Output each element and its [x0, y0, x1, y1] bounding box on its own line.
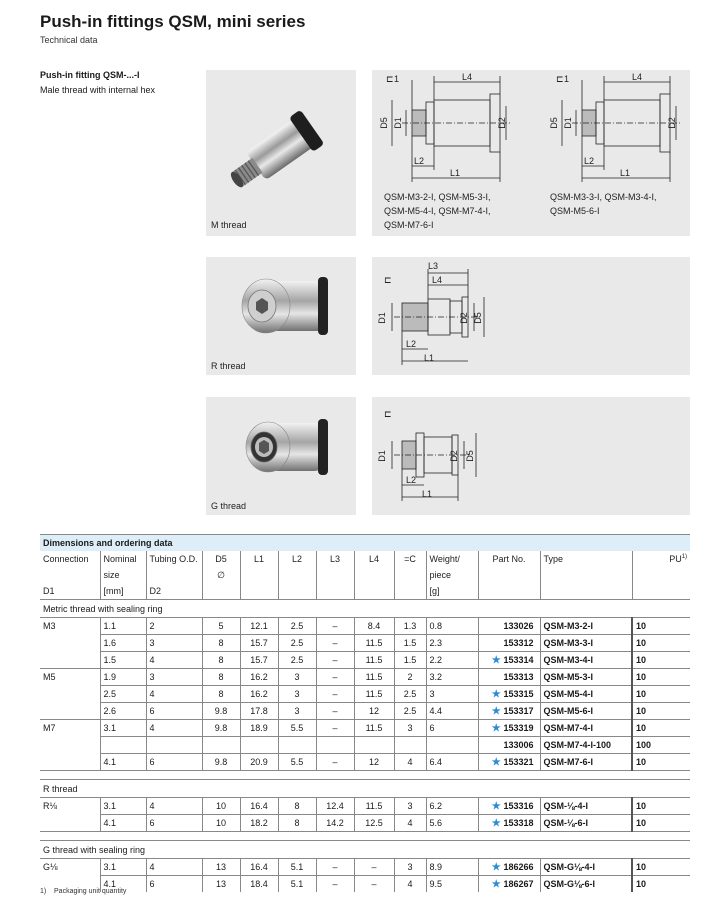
cell-wt: 9.5 [426, 876, 478, 893]
cell-wt: 5.6 [426, 815, 478, 832]
cell-wt [426, 737, 478, 754]
cell-l4: 8.4 [354, 618, 394, 635]
star-icon: ★ [491, 756, 504, 768]
wrench-icon: ⊏ [386, 74, 394, 84]
cell-part: 153312 [478, 635, 540, 652]
table-group-row [40, 600, 690, 618]
cell-conn: G⅛ [40, 859, 100, 876]
cell-nom: 1.9 [100, 669, 146, 686]
cell-type: QSM-M7-6-I [540, 754, 632, 771]
table-group-row [40, 841, 690, 859]
cell-part: ★ 153317 [478, 703, 540, 720]
star-icon: ★ [491, 722, 504, 734]
cell-conn [40, 652, 100, 669]
cell-l1: 20.9 [240, 754, 278, 771]
group-title: G thread with sealing ring [40, 841, 690, 859]
wrench-size-label: 1 [394, 74, 400, 84]
cell-l1 [240, 737, 278, 754]
cell-l3: – [316, 669, 354, 686]
cell-l1: 12.1 [240, 618, 278, 635]
table-row [40, 635, 690, 652]
cell-part: ★ 153314 [478, 652, 540, 669]
cell-l4 [354, 737, 394, 754]
star-icon: ★ [491, 817, 504, 829]
cell-w [394, 737, 426, 754]
group-title: R thread [40, 780, 690, 798]
col-nominal: Nominal [100, 551, 146, 567]
cell-l4: 12 [354, 703, 394, 720]
star-icon: ★ [491, 878, 504, 890]
ordering-table [40, 534, 690, 892]
cell-l2: 3 [278, 669, 316, 686]
table-row [40, 652, 690, 669]
cell-d5: 8 [202, 686, 240, 703]
cell-type: QSM-⅛-4-I [540, 798, 632, 815]
table-row [40, 720, 690, 737]
dim-d5-label: D5 [548, 117, 559, 129]
cell-part: ★ 186266 [478, 859, 540, 876]
cell-conn: M5 [40, 669, 100, 686]
cell-l3: – [316, 859, 354, 876]
dim-l3-label: L3 [428, 261, 439, 271]
m-caption-right: QSM-M3-3-I, QSM-M3-4-I, QSM-M5-6-I [550, 192, 657, 216]
cell-l4: – [354, 859, 394, 876]
cell-d5: 10 [202, 815, 240, 832]
cell-w: 3 [394, 798, 426, 815]
cell-tub: 6 [146, 754, 202, 771]
cell-tub: 3 [146, 635, 202, 652]
cell-part: 153313 [478, 669, 540, 686]
page-subtitle: Technical data [40, 35, 98, 45]
cell-pu: 10 [632, 798, 690, 815]
cell-part: ★ 153315 [478, 686, 540, 703]
cell-nom: 4.1 [100, 754, 146, 771]
cell-pu: 10 [632, 720, 690, 737]
col-l3: L3 [316, 551, 354, 567]
cell-tub: 3 [146, 669, 202, 686]
cell-pu: 10 [632, 635, 690, 652]
cell-w: 2.5 [394, 686, 426, 703]
wrench-size-label: 1 [564, 74, 570, 84]
cell-l3: 14.2 [316, 815, 354, 832]
col-wrench: =C [394, 551, 426, 567]
star-icon: ★ [491, 654, 504, 666]
table-group-row [40, 780, 690, 798]
cell-l1: 16.2 [240, 686, 278, 703]
r-thread-dimension-drawing [372, 257, 690, 375]
cell-l1: 18.2 [240, 815, 278, 832]
star-icon: ★ [491, 705, 504, 717]
dim-d5-label: D5 [464, 450, 475, 462]
cell-type: QSM-M7-4-I-100 [540, 737, 632, 754]
cell-pu: 10 [632, 669, 690, 686]
cell-l1: 15.7 [240, 652, 278, 669]
cell-tub: 6 [146, 876, 202, 893]
cell-wt: 2.3 [426, 635, 478, 652]
table-row [40, 815, 690, 832]
cell-wt: 3.2 [426, 669, 478, 686]
cell-type: QSM-G⅛-6-I [540, 876, 632, 893]
cell-l3: – [316, 686, 354, 703]
cell-l3: – [316, 703, 354, 720]
page-title: Push-in fittings QSM, mini series [40, 12, 306, 31]
cell-conn [40, 754, 100, 771]
dim-d1-label: D1 [376, 312, 387, 324]
cell-nom: 2.6 [100, 703, 146, 720]
cell-wt: 2.2 [426, 652, 478, 669]
cell-tub: 4 [146, 798, 202, 815]
spacer-row [40, 771, 690, 780]
cell-l3: – [316, 652, 354, 669]
star-icon: ★ [491, 688, 504, 700]
cell-l2: 2.5 [278, 652, 316, 669]
table-title-row [40, 535, 690, 552]
cell-wt: 6.2 [426, 798, 478, 815]
cell-nom: 3.1 [100, 859, 146, 876]
cell-nom [100, 737, 146, 754]
table-row [40, 703, 690, 720]
dim-d2-label: D2 [496, 117, 507, 129]
m-thread-drawing-panel [372, 70, 690, 236]
col-type: Type [540, 551, 632, 567]
cell-type: QSM-M5-4-I [540, 686, 632, 703]
col-weight: Weight/ [426, 551, 478, 567]
section-description: Male thread with internal hex [40, 85, 156, 95]
cell-l2: 5.1 [278, 876, 316, 893]
cell-l4: 12.5 [354, 815, 394, 832]
cell-l2: 3 [278, 703, 316, 720]
cell-l2: 2.5 [278, 635, 316, 652]
table-row [40, 859, 690, 876]
wrench-icon: ⊏ [384, 275, 392, 285]
cell-w: 3 [394, 720, 426, 737]
cell-part: ★ 153316 [478, 798, 540, 815]
cell-l3: – [316, 876, 354, 893]
cell-d5: 8 [202, 669, 240, 686]
cell-nom: 1.5 [100, 652, 146, 669]
cell-type: QSM-M7-4-I [540, 720, 632, 737]
cell-conn: R⅛ [40, 798, 100, 815]
col-pu: PU$^{1)}$ [632, 551, 690, 567]
cell-part: ★ 153319 [478, 720, 540, 737]
cell-w: 3 [394, 859, 426, 876]
cell-nom: 3.1 [100, 798, 146, 815]
col-l1: L1 [240, 551, 278, 567]
cell-part: ★ 186267 [478, 876, 540, 893]
table-row [40, 618, 690, 635]
cell-tub: 6 [146, 815, 202, 832]
table-header-row: size ∅ piece [40, 567, 690, 583]
cell-d5: 9.8 [202, 720, 240, 737]
cell-l2: 3 [278, 686, 316, 703]
cell-d5 [202, 737, 240, 754]
dim-l1-label: L1 [424, 353, 435, 363]
dim-l4-label: L4 [462, 72, 473, 82]
m-caption-left: QSM-M3-2-I, QSM-M5-3-I, QSM-M5-4-I, QSM-M7-4-I, QSM-M7-6-I [384, 192, 491, 230]
r-thread-fitting-image [206, 257, 356, 357]
col-l2: L2 [278, 551, 316, 567]
g-thread-fitting-image [206, 397, 356, 497]
cell-l2: 8 [278, 815, 316, 832]
cell-pu: 100 [632, 737, 690, 754]
table-header-row: D1 [mm] D2 [g] [40, 583, 690, 600]
cell-tub: 4 [146, 686, 202, 703]
cell-l2: 2.5 [278, 618, 316, 635]
cell-d5: 8 [202, 652, 240, 669]
table-row [40, 669, 690, 686]
cell-tub: 4 [146, 652, 202, 669]
cell-d5: 13 [202, 876, 240, 893]
cell-l2: 5.5 [278, 720, 316, 737]
section-title: Push-in fitting QSM-...-I [40, 70, 140, 80]
cell-pu: 10 [632, 686, 690, 703]
table-row [40, 798, 690, 815]
cell-w: 4 [394, 754, 426, 771]
cell-l4: 11.5 [354, 798, 394, 815]
dim-l2-label: L2 [406, 475, 417, 485]
cell-conn [40, 703, 100, 720]
cell-d5: 10 [202, 798, 240, 815]
cell-d5: 13 [202, 859, 240, 876]
cell-conn [40, 635, 100, 652]
cell-d5: 8 [202, 635, 240, 652]
cell-w: 1.3 [394, 618, 426, 635]
cell-l2 [278, 737, 316, 754]
col-part: Part No. [478, 551, 540, 567]
cell-l3: – [316, 754, 354, 771]
cell-conn: M3 [40, 618, 100, 635]
cell-part: 133026 [478, 618, 540, 635]
dim-d1-label: D1 [376, 450, 387, 462]
cell-l3 [316, 737, 354, 754]
dim-d2-label: D2 [666, 117, 677, 129]
dim-l4-label: L4 [432, 275, 443, 285]
cell-w: 2.5 [394, 703, 426, 720]
cell-l1: 15.7 [240, 635, 278, 652]
cell-l1: 18.4 [240, 876, 278, 893]
cell-tub: 4 [146, 859, 202, 876]
cell-type: QSM-⅛-6-I [540, 815, 632, 832]
cell-conn [40, 737, 100, 754]
cell-w: 1.5 [394, 635, 426, 652]
cell-w: 1.5 [394, 652, 426, 669]
cell-d5: 9.8 [202, 703, 240, 720]
g-thread-photo-panel [206, 397, 356, 515]
cell-pu: 10 [632, 876, 690, 893]
r-thread-photo-panel [206, 257, 356, 375]
cell-type: QSM-M3-3-I [540, 635, 632, 652]
cell-nom: 1.1 [100, 618, 146, 635]
cell-l1: 16.2 [240, 669, 278, 686]
cell-nom: 4.1 [100, 815, 146, 832]
cell-pu: 10 [632, 754, 690, 771]
table-row [40, 754, 690, 771]
cell-pu: 10 [632, 815, 690, 832]
cell-part: ★ 153318 [478, 815, 540, 832]
table-header-row [40, 551, 690, 567]
r-thread-label: R thread [211, 361, 246, 371]
g-thread-drawing-panel [372, 397, 690, 515]
dim-d2-label: D2 [458, 312, 469, 324]
cell-l1: 16.4 [240, 798, 278, 815]
m-thread-dimension-drawing [372, 70, 690, 190]
star-icon: ★ [491, 800, 504, 812]
cell-tub: 4 [146, 720, 202, 737]
cell-pu: 10 [632, 703, 690, 720]
dim-d1-label: D1 [392, 117, 403, 129]
cell-l1: 18.9 [240, 720, 278, 737]
m-thread-label: M thread [211, 220, 247, 230]
dim-d5-label: D5 [472, 312, 483, 324]
table-title: Dimensions and ordering data [40, 535, 690, 552]
cell-nom: 1.6 [100, 635, 146, 652]
r-thread-drawing-panel [372, 257, 690, 375]
cell-wt: 6.4 [426, 754, 478, 771]
cell-tub: 2 [146, 618, 202, 635]
footnote: 1) Packaging unit quantity [40, 888, 127, 895]
cell-l1: 16.4 [240, 859, 278, 876]
cell-l4: 11.5 [354, 686, 394, 703]
m-thread-fitting-image [206, 70, 356, 210]
cell-l4: – [354, 876, 394, 893]
cell-l2: 5.1 [278, 859, 316, 876]
cell-nom: 4.1 [100, 876, 146, 893]
cell-conn: M7 [40, 720, 100, 737]
spacer-row [40, 832, 690, 841]
cell-pu: 10 [632, 618, 690, 635]
cell-l3: – [316, 635, 354, 652]
cell-nom: 2.5 [100, 686, 146, 703]
cell-l4: 11.5 [354, 652, 394, 669]
cell-conn [40, 815, 100, 832]
cell-part: 133006 [478, 737, 540, 754]
table-row [40, 686, 690, 703]
cell-wt: 0.8 [426, 618, 478, 635]
col-d5: D5 [202, 551, 240, 567]
cell-wt: 6 [426, 720, 478, 737]
cell-type: QSM-M5-3-I [540, 669, 632, 686]
cell-conn [40, 686, 100, 703]
dim-l2-label: L2 [584, 156, 595, 166]
cell-l3: – [316, 618, 354, 635]
cell-l4: 11.5 [354, 669, 394, 686]
cell-pu: 10 [632, 859, 690, 876]
cell-l4: 12 [354, 754, 394, 771]
dim-d5-label: D5 [378, 117, 389, 129]
cell-nom: 3.1 [100, 720, 146, 737]
dim-l1-label: L1 [620, 168, 631, 178]
g-thread-label: G thread [211, 501, 247, 511]
cell-l1: 17.8 [240, 703, 278, 720]
cell-pu: 10 [632, 652, 690, 669]
cell-tub: 6 [146, 703, 202, 720]
cell-l4: 11.5 [354, 720, 394, 737]
col-tubing: Tubing O.D. [146, 551, 202, 567]
cell-wt: 8.9 [426, 859, 478, 876]
g-thread-dimension-drawing [372, 397, 690, 515]
cell-l2: 5.5 [278, 754, 316, 771]
dim-l4-label: L4 [632, 72, 643, 82]
dim-d1-label: D1 [562, 117, 573, 129]
cell-wt: 3 [426, 686, 478, 703]
m-thread-photo-panel [206, 70, 356, 236]
table-row [40, 876, 690, 893]
group-title: Metric thread with sealing ring [40, 600, 690, 618]
cell-type: QSM-G⅛-4-I [540, 859, 632, 876]
cell-w: 4 [394, 876, 426, 893]
star-icon: ★ [491, 861, 504, 873]
cell-l2: 8 [278, 798, 316, 815]
cell-l3: 12.4 [316, 798, 354, 815]
table-row [40, 737, 690, 754]
cell-l3: – [316, 720, 354, 737]
dim-l1-label: L1 [422, 489, 433, 499]
dim-d2-label: D2 [448, 450, 459, 462]
table-body [40, 600, 690, 893]
cell-type: QSM-M3-2-I [540, 618, 632, 635]
cell-tub [146, 737, 202, 754]
dim-l2-label: L2 [414, 156, 425, 166]
cell-d5: 5 [202, 618, 240, 635]
cell-l4: 11.5 [354, 635, 394, 652]
cell-part: ★ 153321 [478, 754, 540, 771]
col-l4: L4 [354, 551, 394, 567]
wrench-icon: ⊏ [384, 409, 392, 419]
dim-l1-label: L1 [450, 168, 461, 178]
cell-w: 2 [394, 669, 426, 686]
cell-type: QSM-M5-6-I [540, 703, 632, 720]
cell-w: 4 [394, 815, 426, 832]
cell-wt: 4.4 [426, 703, 478, 720]
cell-type: QSM-M3-4-I [540, 652, 632, 669]
wrench-icon: ⊏ [556, 74, 564, 84]
col-connection: Connection [43, 554, 89, 564]
cell-d5: 9.8 [202, 754, 240, 771]
dim-l2-label: L2 [406, 339, 417, 349]
